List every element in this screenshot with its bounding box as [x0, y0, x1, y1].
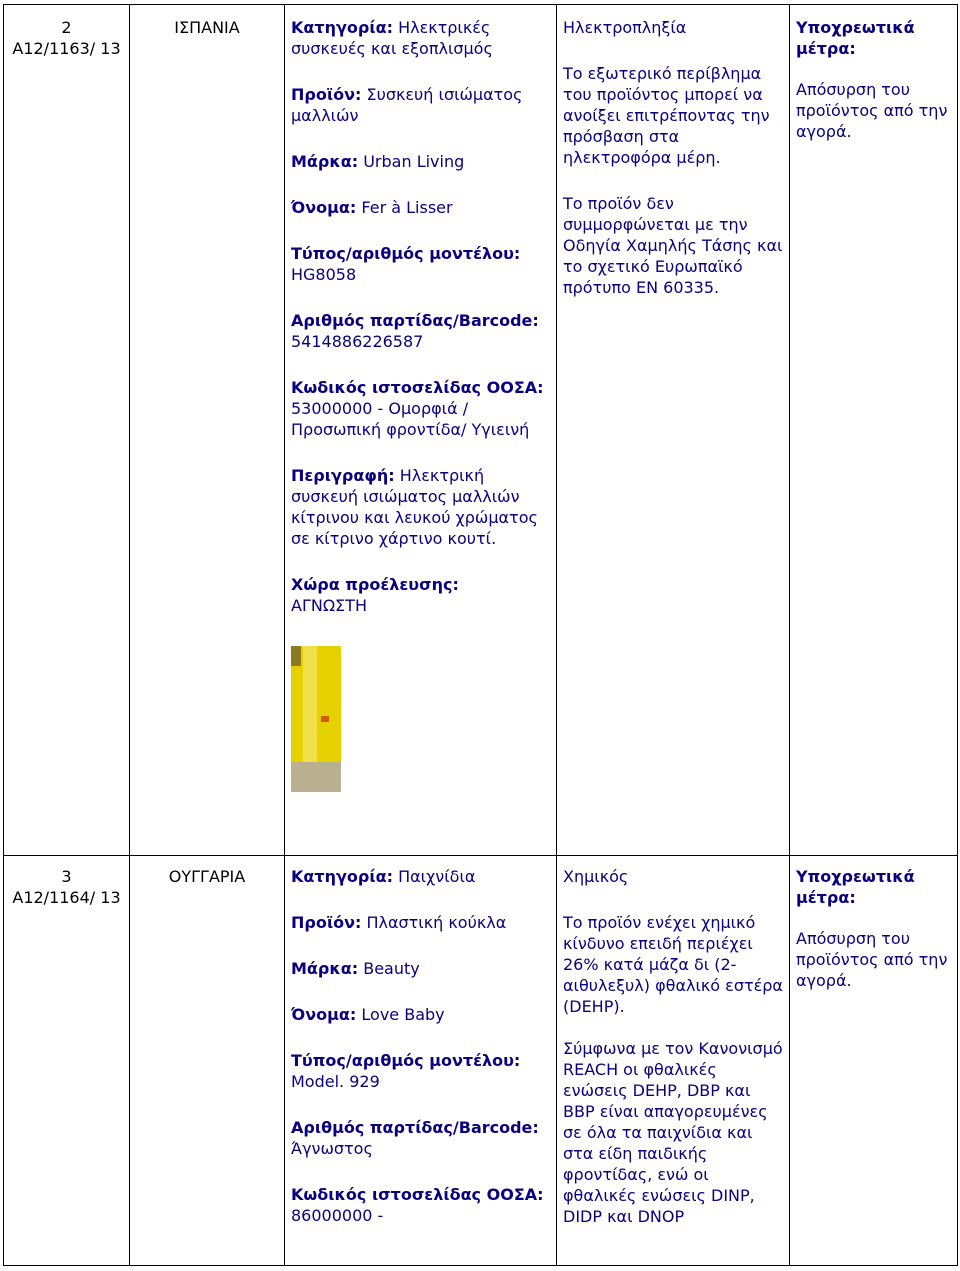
- product-field: [291, 912, 550, 933]
- description-value: Ηλεκτρική συσκευή ισιώματος μαλλιών κίτρινου και λευκού χρώματος σε κίτρινο χάρτινο κουτί.: [291, 466, 538, 548]
- oecd-label: Κωδικός ιστοσελίδας ΟΟΣΑ:: [291, 378, 544, 397]
- risk-legal-basis: Το προϊόν δεν συμμορφώνεται με την Οδηγία Χαμηλής Τάσης και το σχετικό Ευρωπαϊκό πρότυπο EN 60335.: [563, 194, 783, 297]
- barcode-value: 5414886226587: [291, 332, 424, 351]
- risk-cell: [557, 856, 790, 1266]
- model-field: [291, 243, 550, 285]
- measures-value: Απόσυρση του προϊόντος από την αγορά.: [796, 929, 948, 990]
- measures-cell: [790, 856, 958, 1266]
- brand-value: Urban Living: [363, 152, 465, 171]
- notification-number-cell: [4, 5, 130, 856]
- brand-label: Μάρκα:: [291, 959, 359, 978]
- name-field: [291, 1004, 550, 1025]
- barcode-field: [291, 310, 550, 352]
- risk-description: Το εξωτερικό περίβλημα του προϊόντος μπορεί να ανοίξει επιτρέποντας την πρόσβαση στα ηλεκτροφόρα μέρη.: [563, 64, 770, 167]
- model-label: Τύπος/αριθμός μοντέλου:: [291, 244, 521, 263]
- table-row: [4, 856, 958, 1266]
- measures-label: Υποχρεωτικά μέτρα:: [796, 867, 915, 907]
- notifying-country: ΟΥΓΓΑΡΙΑ: [168, 867, 246, 886]
- risk-description: Το προϊόν ενέχει χημικό κίνδυνο επειδή περιέχει 26% κατά μάζα δι (2-αιθυλεξυλ) φθαλικό εστέρα (DEHP).: [563, 913, 783, 1016]
- oecd-field: [291, 377, 550, 440]
- barcode-value: Άγνωστος: [291, 1139, 373, 1158]
- oecd-value: 86000000 -: [291, 1206, 384, 1225]
- notification-number: 2: [61, 18, 72, 37]
- model-value: Model. 929: [291, 1072, 380, 1091]
- barcode-field: [291, 1117, 550, 1159]
- category-value: Ηλεκτρικές συσκευές και εξοπλισμός: [291, 18, 493, 58]
- table-row: [4, 5, 958, 856]
- product-label: Προϊόν:: [291, 913, 362, 932]
- brand-field: [291, 151, 550, 172]
- brand-field: [291, 958, 550, 979]
- brand-value: Beauty: [363, 959, 420, 978]
- oecd-label: Κωδικός ιστοσελίδας ΟΟΣΑ:: [291, 1185, 544, 1204]
- name-label: Όνομα:: [291, 1005, 357, 1024]
- risk-legal-basis: Σύμφωνα με τον Κανονισμό REACH οι φθαλικές ενώσεις DEHP, DBP και BBP είναι απαγορευμένες σε όλα τα παιχνίδια και στα είδη παιδικής φροντίδας, ενώ οι φθαλικές ενώσεις DINP, DIDP και DNOP: [563, 1039, 783, 1226]
- category-field: [291, 866, 550, 887]
- notification-number: 3: [61, 867, 72, 886]
- product-details-cell: [285, 856, 557, 1266]
- category-value: Παιχνίδια: [398, 867, 476, 886]
- notification-reference: A12/1163/ 13: [12, 39, 121, 58]
- notifying-country-cell: [130, 856, 285, 1266]
- notification-reference: A12/1164/ 13: [12, 888, 121, 907]
- product-details-cell: [285, 5, 557, 856]
- origin-value: ΑΓΝΩΣΤΗ: [291, 596, 367, 615]
- measures-value: Απόσυρση του προϊόντος από την αγορά.: [796, 80, 948, 141]
- name-field: [291, 197, 550, 218]
- measures-label: Υποχρεωτικά μέτρα:: [796, 18, 915, 58]
- category-label: Κατηγορία:: [291, 18, 393, 37]
- product-value: Πλαστική κούκλα: [366, 913, 507, 932]
- origin-field: [291, 574, 550, 616]
- risk-type: Χημικός: [563, 867, 629, 886]
- category-field: [291, 17, 550, 59]
- category-label: Κατηγορία:: [291, 867, 393, 886]
- model-label: Τύπος/αριθμός μοντέλου:: [291, 1051, 521, 1070]
- measures-cell: [790, 5, 958, 856]
- barcode-label: Αριθμός παρτίδας/Barcode:: [291, 311, 539, 330]
- model-field: [291, 1050, 550, 1092]
- risk-cell: [557, 5, 790, 856]
- description-field: [291, 465, 550, 549]
- notifying-country: ΙΣΠΑΝΙΑ: [174, 18, 240, 37]
- description-label: Περιγραφή:: [291, 466, 395, 485]
- notification-table: [3, 4, 958, 1266]
- model-value: HG8058: [291, 265, 357, 284]
- risk-type: Ηλεκτροπληξία: [563, 18, 687, 37]
- product-label: Προϊόν:: [291, 85, 362, 104]
- product-field: [291, 84, 550, 126]
- oecd-field: [291, 1184, 550, 1226]
- name-label: Όνομα:: [291, 198, 357, 217]
- oecd-value: 53000000 - Ομορφιά / Προσωπική φροντίδα/ Υγιεινή: [291, 399, 530, 439]
- product-value: Συσκευή ισιώματος μαλλιών: [291, 85, 523, 125]
- notifying-country-cell: [130, 5, 285, 856]
- brand-label: Μάρκα:: [291, 152, 359, 171]
- name-value: Fer à Lisser: [361, 198, 453, 217]
- origin-label: Χώρα προέλευσης:: [291, 575, 459, 594]
- product-photo: [291, 646, 341, 792]
- name-value: Love Baby: [361, 1005, 445, 1024]
- notification-number-cell: [4, 856, 130, 1266]
- barcode-label: Αριθμός παρτίδας/Barcode:: [291, 1118, 539, 1137]
